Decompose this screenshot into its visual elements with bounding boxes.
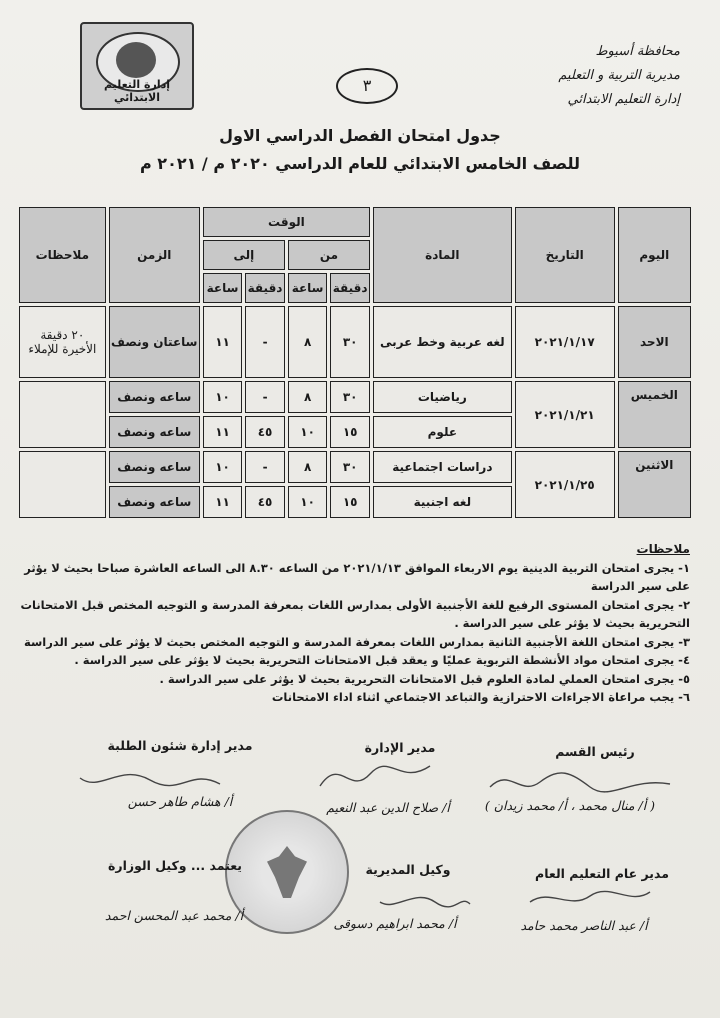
- signature-scribble-admin: [300, 756, 450, 800]
- note-item: ٤- يجرى امتحان مواد الأنشطة التربوية عمليًا و يعقد قبل الامتحانات التحريرية بحيث لا يؤثر على سير الدراسة .: [74, 653, 690, 667]
- header-day: اليوم: [618, 207, 691, 303]
- header-from-minute: دقيقة: [330, 273, 370, 303]
- row-to-minute: -: [245, 451, 285, 483]
- row-note: [19, 451, 106, 518]
- row-duration: ساعه ونصف: [109, 451, 200, 483]
- general-manager-name: أ/ عبد الناصر محمد حامد: [520, 918, 648, 933]
- head-section-title: رئيس القسم: [555, 744, 635, 759]
- issuer-header: [480, 40, 680, 112]
- row-subject: دراسات اجتماعية: [373, 451, 512, 483]
- header-to-minute: دقيقة: [245, 273, 285, 303]
- row-subject: لغه اجنبية: [373, 486, 512, 518]
- student-affairs-title: مدير إدارة شئون الطلبة: [107, 738, 253, 753]
- administration-line: إدارة التعليم الابتدائي: [567, 92, 680, 107]
- row-from-minute: ٣٠: [330, 451, 370, 483]
- row-duration: ساعه ونصف: [109, 381, 200, 413]
- row-from-hour: ١٠: [288, 416, 327, 448]
- table-row: [19, 306, 691, 378]
- row-to-minute: ٤٥: [245, 416, 285, 448]
- header-to: إلى: [203, 240, 285, 270]
- row-from-hour: ٨: [288, 451, 327, 483]
- notes-heading: ملاحظات: [636, 542, 690, 556]
- approval-name: أ/ محمد عبد المحسن احمد: [104, 908, 244, 923]
- row-to-hour: ١٠: [203, 381, 242, 413]
- header-date: التاريخ: [515, 207, 615, 303]
- row-to-hour: ١١: [203, 486, 242, 518]
- document-title: جدول امتحان الفصل الدراسي الاول: [219, 126, 501, 145]
- note-item: ٦- يجب مراعاة الاجراءات الاحترازية والتباعد الاجتماعي اثناء اداء الامتحانات: [271, 690, 690, 704]
- governorate-line: محافظة أسيوط: [595, 44, 680, 59]
- signature-scribble-head: [480, 762, 680, 802]
- page-number: ٣: [336, 68, 398, 104]
- signature-scribble-affairs: [70, 758, 230, 798]
- note-item: ٢- يجرى امتحان المستوى الرفيع للغة الأجنبية الأولى بمدارس اللغات بمعرفة المدرسة و التوجيه المختص قبل الامتحانات التحريرية بحيث لا يؤثر على سير الدراسة .: [20, 597, 690, 630]
- row-from-hour: ٨: [288, 306, 327, 378]
- row-to-minute: -: [245, 306, 285, 378]
- signature-scribble-general: [520, 880, 660, 916]
- row-date: ٢٠٢١/١/٢٥: [515, 451, 615, 518]
- note-item: ٥- يجرى امتحان العملي لمادة العلوم قبل الامتحانات التحريرية بحيث لا يؤثر على سير الدراسة .: [159, 671, 690, 686]
- row-from-hour: ١٠: [288, 486, 327, 518]
- row-day: الخميس: [618, 381, 691, 448]
- row-subject: رياضيات: [373, 381, 512, 413]
- table-row: [19, 451, 691, 483]
- header-notes: ملاحظات: [19, 207, 106, 303]
- note-item: ١- يجرى امتحان التربية الدينية يوم الاربعاء الموافق ٢٠٢١/١/١٣ من الساعه ٨.٣٠ الى الساعه العاشرة صباحا بحيث لا يؤثر على سير الدراسة: [24, 560, 690, 593]
- row-duration: ساعه ونصف: [109, 416, 200, 448]
- row-date: ٢٠٢١/١/٢١: [515, 381, 615, 448]
- row-duration: ساعه ونصف: [109, 486, 200, 518]
- logo-text: إدارة التعليم الابتدائي: [103, 78, 171, 104]
- row-from-minute: ١٥: [330, 486, 370, 518]
- row-to-hour: ١٠: [203, 451, 242, 483]
- header-time: الوقت: [203, 207, 370, 237]
- notes-section: [20, 540, 690, 707]
- row-from-minute: ١٥: [330, 416, 370, 448]
- row-day: الاثنين: [618, 451, 691, 518]
- row-subject: لغه عربية وخط عربى: [373, 306, 512, 378]
- exam-schedule-table: [16, 204, 694, 521]
- deputy-directorate-title: وكيل المديرية: [365, 862, 451, 877]
- header-from: من: [288, 240, 370, 270]
- row-to-minute: -: [245, 381, 285, 413]
- row-to-hour: ١١: [203, 416, 242, 448]
- row-note: [19, 381, 106, 448]
- deputy-directorate-name: أ/ محمد ابراهيم دسوقى: [333, 916, 457, 931]
- approval-title: يعتمد ... وكيل الوزارة: [108, 858, 242, 873]
- admin-manager-title: مدير الإدارة: [364, 740, 436, 755]
- row-from-minute: ٣٠: [330, 306, 370, 378]
- header-from-hour: ساعة: [288, 273, 327, 303]
- row-day: الاحد: [618, 306, 691, 378]
- row-to-minute: ٤٥: [245, 486, 285, 518]
- admin-manager-name: أ/ صلاح الدين عبد النعيم: [326, 800, 450, 815]
- row-date: ٢٠٢١/١/١٧: [515, 306, 615, 378]
- header-subject: المادة: [373, 207, 512, 303]
- document-subtitle: للصف الخامس الابتدائي للعام الدراسي ٢٠٢٠ م / ٢٠٢١ م: [140, 154, 580, 173]
- student-affairs-name: أ/ هشام طاهر حسن: [127, 794, 233, 809]
- table-row: [19, 381, 691, 413]
- row-to-hour: ١١: [203, 306, 242, 378]
- row-from-minute: ٣٠: [330, 381, 370, 413]
- header-duration: الزمن: [109, 207, 200, 303]
- row-note: ٢٠ دقيقة الأخيرة للإملاء: [19, 306, 106, 378]
- row-from-hour: ٨: [288, 381, 327, 413]
- directorate-line: مديرية التربية و التعليم: [558, 68, 680, 83]
- general-manager-title: مدير عام التعليم العام: [535, 866, 669, 881]
- signature-scribble-deputy: [370, 882, 480, 918]
- row-duration: ساعتان ونصف: [109, 306, 200, 378]
- head-section-names: ( أ/ منال محمد ، أ/ محمد زيدان ): [484, 798, 656, 813]
- administration-logo: [80, 22, 194, 110]
- header-to-hour: ساعة: [203, 273, 242, 303]
- note-item: ٣- يجرى امتحان اللغة الأجنبية الثانية بمدارس اللغات بمعرفة المدرسة و التوجيه المختص بحيث لا يؤثر على سير الدراسة: [23, 634, 690, 649]
- row-subject: علوم: [373, 416, 512, 448]
